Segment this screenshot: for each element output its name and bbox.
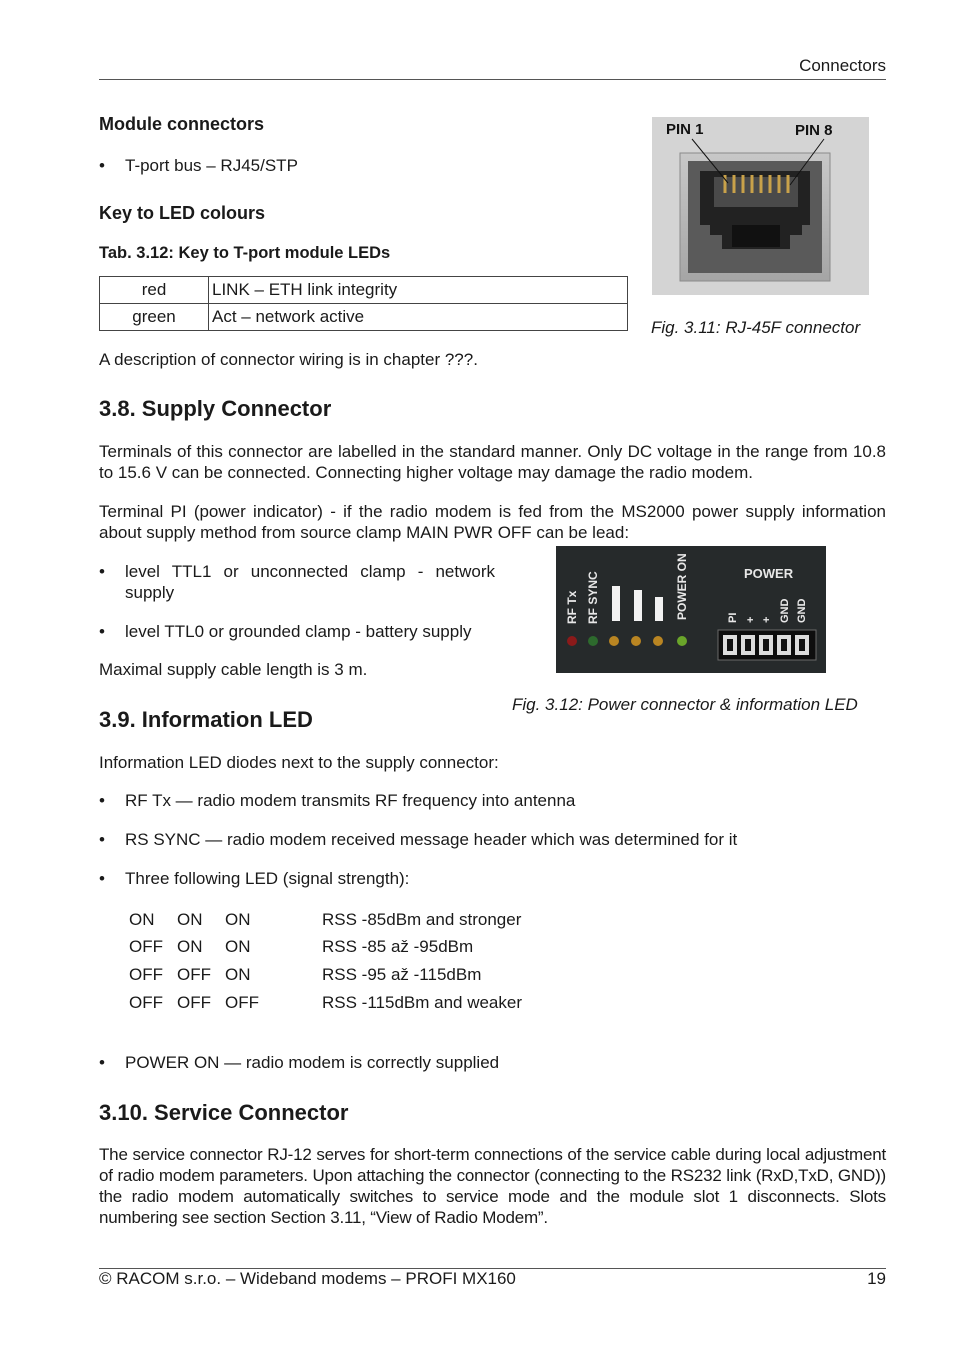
table-row <box>129 993 629 1013</box>
rss-led-a: ON <box>129 910 155 929</box>
table-row <box>129 965 629 985</box>
pin-label: GND <box>779 598 791 623</box>
list-item-text: POWER ON — radio modem is correctly supplied <box>125 1053 500 1072</box>
supply-paragraph-2: Terminal PI (power indicator) - if the radio modem is fed from the MS2000 power supply information about supply method from source clamp MAIN PWR OFF can be lead: <box>99 502 886 542</box>
figure-caption-power: Fig. 3.12: Power connector & information LED <box>512 695 858 714</box>
list-item-text: RF Tx — radio modem transmits RF frequency into antenna <box>125 791 576 810</box>
wiring-note: A description of connector wiring is in chapter ???. <box>99 350 478 369</box>
pin1-label: PIN 1 <box>666 121 704 138</box>
rss-led-b: OFF <box>177 993 211 1012</box>
table-cell-color: red <box>100 277 209 304</box>
pin8-label: PIN 8 <box>795 122 833 139</box>
pin-label: + <box>761 616 773 623</box>
footer-copyright: © RACOM s.r.o. – Wideband modems – PROFI MX160 <box>99 1269 516 1288</box>
rss-table <box>129 910 629 1020</box>
table-row <box>129 910 629 930</box>
list-item-text: level TTL0 or grounded clamp - battery supply <box>125 622 472 641</box>
rss-led-c: OFF <box>225 993 259 1012</box>
supply-paragraph-1: Terminals of this connector are labelled in the standard manner. Only DC voltage in the range from 10.8 to 15.6 V can be connected. Connecting higher voltage may damage the radio modem. <box>99 442 886 482</box>
table-cell-color: green <box>100 304 209 331</box>
power-connector-photo <box>556 546 826 673</box>
rss-desc: RSS -85 až -95dBm <box>322 937 474 956</box>
service-paragraph: The service connector RJ-12 serves for short-term connections of the service cable during local adjustment of radio modem parameters. Upon attaching the connector (connecting to the RS232 link (RxD,TxD, GND)) the radio modem automatically switches to service mode and the module slot 1 disconnects. Slots numbering see section Section 3.11, “View of Radio Modem”. <box>99 1145 886 1227</box>
service-connector-heading: 3.10. Service Connector <box>99 1100 349 1125</box>
rss-desc: RSS -115dBm and weaker <box>322 993 523 1012</box>
led-rf-sync-icon <box>588 636 598 646</box>
pin-label: GND <box>796 598 808 623</box>
list-item-text: RS SYNC — radio modem received message header which was determined for it <box>125 830 738 849</box>
power-panel-illustration <box>556 546 826 673</box>
table-cell-meaning: LINK – ETH link integrity <box>209 277 628 304</box>
list-item-text: Three following LED (signal strength): <box>125 869 410 888</box>
rss-led-c: ON <box>225 910 251 929</box>
cable-length-note: Maximal supply cable length is 3 m. <box>99 660 368 679</box>
led-rss-1-icon <box>609 636 619 646</box>
rj45-connector-illustration <box>652 117 869 295</box>
page-number: 19 <box>867 1269 886 1288</box>
rj45-photo <box>652 117 869 295</box>
rss-led-c: ON <box>225 937 251 956</box>
power-label: POWER <box>744 566 794 581</box>
supply-connector-heading: 3.8. Supply Connector <box>99 396 332 421</box>
power-on-label: POWER ON <box>675 553 689 620</box>
bullet-icon: • <box>99 622 105 641</box>
rss-led-a: OFF <box>129 937 163 956</box>
rf-tx-label: RF Tx <box>565 590 579 624</box>
bullet-icon: • <box>99 869 105 888</box>
module-connectors-heading: Module connectors <box>99 114 265 134</box>
figure-caption-rj45: Fig. 3.11: RJ-45F connector <box>651 318 861 337</box>
bullet-icon: • <box>99 562 105 581</box>
table-row <box>100 304 628 331</box>
rss-led-b: OFF <box>177 965 211 984</box>
list-item <box>99 561 495 605</box>
bullet-icon: • <box>99 1053 105 1072</box>
rss-led-b: ON <box>177 937 203 956</box>
table-row <box>129 937 629 957</box>
information-led-heading: 3.9. Information LED <box>99 707 313 732</box>
led-rss-2-icon <box>631 636 641 646</box>
rss-led-a: OFF <box>129 993 163 1012</box>
rss-desc: RSS -95 až -115dBm <box>322 965 482 984</box>
pin-label: PI <box>727 612 739 623</box>
rss-led-c: ON <box>225 965 251 984</box>
led-rss-3-icon <box>653 636 663 646</box>
list-item-text: level TTL1 or unconnected clamp - network supply <box>125 562 495 602</box>
rss-led-b: ON <box>177 910 203 929</box>
led-colours-heading: Key to LED colours <box>99 203 266 223</box>
information-led-intro: Information LED diodes next to the supply connector: <box>99 753 499 772</box>
table-caption: Tab. 3.12: Key to T-port module LEDs <box>99 244 391 262</box>
table-cell-meaning: Act – network active <box>209 304 628 331</box>
led-rf-tx-icon <box>567 636 577 646</box>
pin-label: + <box>745 616 757 623</box>
header-rule <box>99 79 886 80</box>
table-row <box>100 277 628 304</box>
led-key-table <box>99 276 628 331</box>
list-item-text: T-port bus – RJ45/STP <box>125 156 298 175</box>
rss-desc: RSS -85dBm and stronger <box>322 910 522 929</box>
running-header: Connectors <box>799 56 886 75</box>
bullet-icon: • <box>99 830 105 849</box>
bullet-icon: • <box>99 791 105 810</box>
terminal-block-icon <box>718 630 816 660</box>
rss-led-a: OFF <box>129 965 163 984</box>
rf-sync-label: RF SYNC <box>586 571 600 624</box>
bullet-icon: • <box>99 156 105 175</box>
led-power-on-icon <box>677 636 687 646</box>
